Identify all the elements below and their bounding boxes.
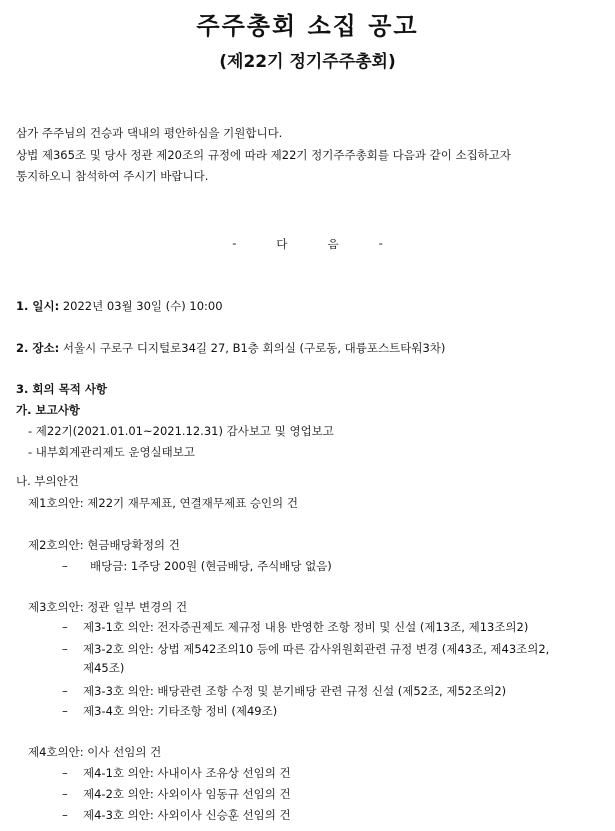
agenda-4-2: 제4-2호 의안: 사외이사 임동규 선임의 건 — [83, 787, 291, 801]
agenda-1: 제1호의안: 제22기 재무제표, 연결재무제표 승인의 건 — [28, 496, 298, 510]
purpose-heading: 3. 회의 목적 사항 — [16, 382, 108, 396]
agenda-4-1-bullet: – — [62, 766, 68, 780]
intro-line-1: 삼가 주주님의 건승과 댁내의 평안하심을 기원합니다. — [16, 126, 283, 140]
place-row — [16, 341, 445, 355]
agenda-3-4: 제3-4호 의안: 기타조항 정비 (제49조) — [83, 704, 278, 718]
agenda-2-sub: 배당금: 1주당 200원 (현금배당, 주식배당 없음) — [90, 559, 332, 573]
dash-right: - — [378, 236, 383, 250]
place-value: 서울시 구로구 디지털로34길 27, B1층 회의실 (구로동, 대륭포스트타워3차) — [62, 341, 446, 355]
date-row — [16, 299, 223, 313]
agenda-2: 제2호의안: 현금배당확정의 건 — [28, 538, 180, 552]
agenda-2-bullet: – — [62, 559, 68, 573]
agenda-4-3-bullet: – — [62, 808, 68, 822]
agenda-4: 제4호의안: 이사 선임의 건 — [28, 745, 162, 759]
agenda-3-4-bullet: – — [62, 704, 68, 718]
agenda-4-1: 제4-1호 의안: 사내이사 조유상 선임의 건 — [83, 766, 291, 780]
following-heading — [0, 236, 615, 252]
date-value: 2022년 03월 30일 (수) 10:00 — [62, 299, 223, 313]
agenda-3-3: 제3-3호 의안: 배당관련 조항 수정 및 분기배당 관련 규정 신설 (제52조, 제52조의2) — [83, 684, 507, 698]
report-item-1: - 제22기(2021.01.01~2021.12.31) 감사보고 및 영업보고 — [28, 424, 334, 438]
notice-title: 주주총회 소집 공고 — [196, 12, 419, 40]
intro-line-2: 상법 제365조 및 당사 정관 제20조의 규정에 따라 제22기 정기주주총회를 다음과 같이 소집하고자 — [16, 148, 512, 162]
report-item-2: - 내부회계관리제도 운영실태보고 — [28, 445, 195, 459]
dash-left: - — [232, 236, 237, 250]
word-da: 다 — [276, 237, 288, 251]
agenda-3-3-bullet: – — [62, 684, 68, 698]
agenda-3-1-bullet: – — [62, 620, 68, 634]
report-heading: 가. 보고사항 — [16, 403, 80, 417]
agenda-3-1: 제3-1호 의안: 전자증권제도 제규정 내용 반영한 조항 정비 및 신설 (제13조, 제13조의2) — [83, 620, 529, 634]
agenda-3-2-bullet: – — [62, 642, 68, 656]
resolution-heading: 나. 부의안건 — [16, 474, 79, 488]
agenda-4-3: 제4-3호 의안: 사외이사 신승훈 선임의 건 — [83, 808, 291, 822]
place-label: 2. 장소: — [16, 341, 60, 355]
agenda-3-2-cont: 제45조) — [83, 661, 125, 675]
agenda-4-2-bullet: – — [62, 787, 68, 801]
notice-subtitle: (제22기 정기주주총회) — [219, 52, 396, 72]
word-eum: 음 — [327, 237, 339, 251]
intro-line-3: 통지하오니 참석하여 주시기 바랍니다. — [16, 169, 209, 183]
agenda-3: 제3호의안: 정관 일부 변경의 건 — [28, 600, 188, 614]
agenda-3-2: 제3-2호 의안: 상법 제542조의10 등에 따른 감사위원회관련 규정 변경 (제43조, 제43조의2, — [83, 642, 550, 656]
date-label: 1. 일시: — [16, 299, 60, 313]
